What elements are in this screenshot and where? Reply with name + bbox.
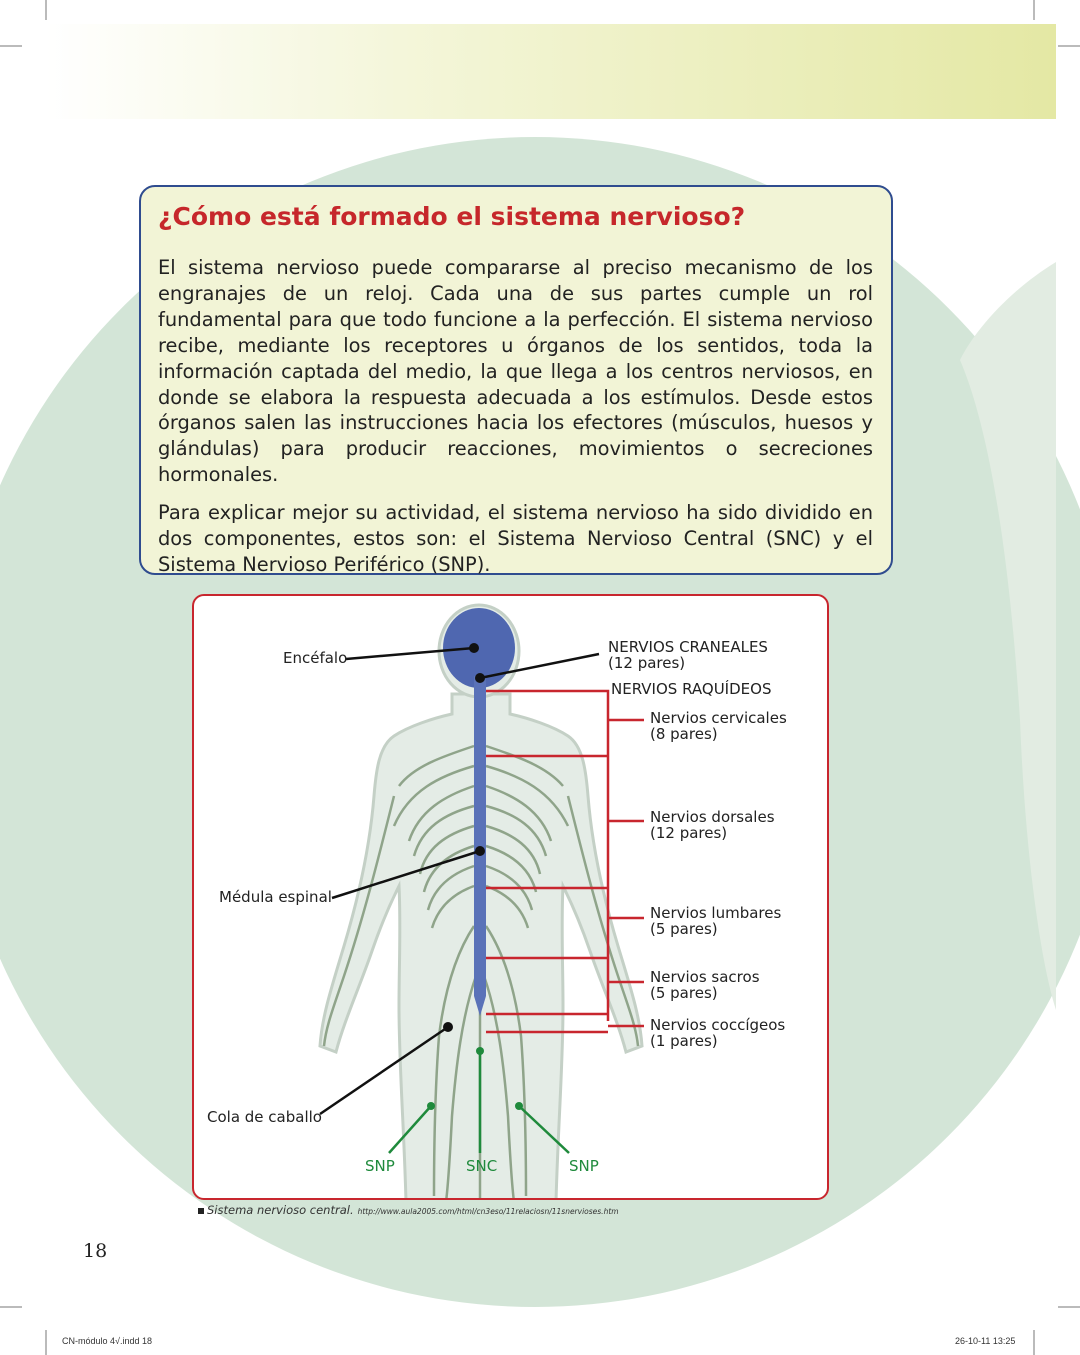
- page-number: 18: [83, 1240, 108, 1262]
- paragraph-1: El sistema nervioso puede compararse al preciso mecanismo de los engranajes de un reloj. Cada una de sus partes cumple un rol fundamental para que todo funcione a la perfección. El sistema nervioso recibe, mediante los receptores u órganos de los sentidos, toda la información captada del medio, la que llega a los centros nerviosos, en donde se elabora la respuesta adecuada a los estímulos. Desde estos órganos salen las instrucciones hacia los efectores (músculos, huesos y glándulas) para producir reacciones, movimientos o secreciones hormonales.: [158, 256, 873, 487]
- caption-text: Sistema nervioso central.: [207, 1203, 354, 1217]
- footer-date: 26-10-11 13:25: [955, 1336, 1016, 1346]
- brain-dot: [469, 643, 479, 653]
- cauda-dot: [443, 1022, 453, 1032]
- label-cola-caballo: Cola de caballo: [207, 1108, 322, 1126]
- label-encefalo: Encéfalo: [283, 649, 348, 667]
- label-coccigeos: Nervios coccígeos (1 pares): [650, 1016, 786, 1050]
- caption-bullet: [198, 1208, 204, 1214]
- section-title: ¿Cómo está formado el sistema nervioso?: [158, 202, 746, 231]
- label-snp-left: SNP: [365, 1157, 395, 1175]
- label-raquideos: NERVIOS RAQUÍDEOS: [611, 680, 772, 698]
- paragraph-2: Para explicar mejor su actividad, el sistema nervioso ha sido dividido en dos componentes, estos son: el Sistema Nervioso Central (SNC) y el Sistema Nervioso Periférico (SNP).: [158, 501, 873, 576]
- top-color-band: [46, 24, 1056, 119]
- label-medula: Médula espinal: [219, 888, 332, 906]
- label-cervicales: Nervios cervicales (8 pares): [650, 709, 787, 743]
- label-lumbares: Nervios lumbares (5 pares): [650, 904, 782, 938]
- footer-file: CN-módulo 4√.indd 18: [62, 1336, 152, 1346]
- label-snc: SNC: [466, 1157, 498, 1175]
- label-craneales: NERVIOS CRANEALES (12 pares): [608, 638, 768, 672]
- info-box: [139, 185, 893, 575]
- spinal-dot: [475, 846, 485, 856]
- label-snp-right: SNP: [569, 1157, 599, 1175]
- snp-left-dot: [427, 1102, 435, 1110]
- figure-caption: [198, 1203, 619, 1217]
- label-dorsales: Nervios dorsales (12 pares): [650, 808, 775, 842]
- snp-right-dot: [515, 1102, 523, 1110]
- caption-url: http://www.aula2005.com/html/cn3eso/11relaciosn/11snervioses.htm: [357, 1207, 619, 1216]
- snc-dot: [476, 1047, 484, 1055]
- label-sacros: Nervios sacros (5 pares): [650, 968, 760, 1002]
- cranial-dot: [475, 673, 485, 683]
- nervous-system-figure: [192, 594, 829, 1200]
